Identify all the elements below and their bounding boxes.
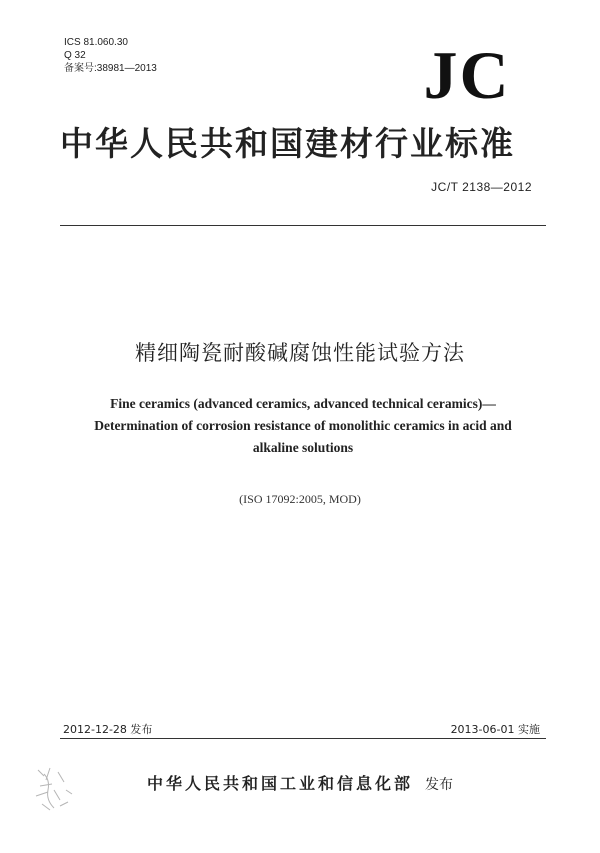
standard-number: JC/T 2138—2012 <box>431 180 532 194</box>
classification-code: Q 32 <box>64 50 86 61</box>
document-title-english <box>70 393 536 459</box>
english-title-line: Fine ceramics (advanced ceramics, advanced technical ceramics)— <box>110 396 496 411</box>
standard-metadata <box>64 36 157 75</box>
issuer-name: 中华人民共和国工业和信息化部 <box>146 774 413 793</box>
english-title-line: alkaline solutions <box>252 440 354 455</box>
standard-category-title: 中华人民共和国建材行业标准 <box>60 124 515 163</box>
record-number: 备案号:38981—2013 <box>64 63 157 74</box>
footer-divider <box>60 738 546 739</box>
english-title-line: Determination of corrosion resistance of monolithic ceramics in acid and <box>94 418 512 433</box>
issuer-action: 发布 <box>425 777 453 793</box>
document-title-chinese: 精细陶瓷耐酸碱腐蚀性能试验方法 <box>135 341 465 365</box>
implementation-date: 2013-06-01 实施 <box>450 723 540 736</box>
header-divider <box>60 225 546 226</box>
ics-code: ICS 81.060.30 <box>64 37 128 48</box>
issue-date: 2012-12-28 发布 <box>63 723 153 736</box>
jc-logo: JC <box>423 37 511 113</box>
iso-reference: (ISO 17092:2005, MOD) <box>239 492 361 506</box>
issuing-authority <box>0 771 600 794</box>
